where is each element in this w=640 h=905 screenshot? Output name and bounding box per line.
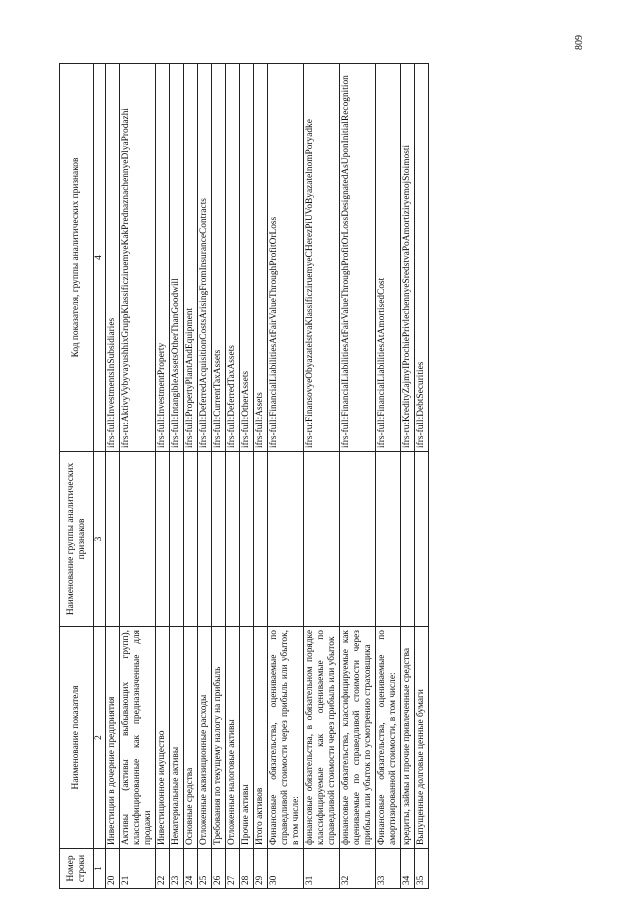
table-row: [170, 64, 184, 889]
table-row: [156, 64, 170, 889]
indicator-name: Прочие активы: [240, 627, 254, 849]
indicator-code: ifrs-full:OtherAssets: [240, 64, 254, 452]
group-name: [198, 452, 212, 627]
indicator-table: [59, 63, 429, 889]
row-number: 22: [156, 849, 170, 889]
group-name: [268, 452, 304, 627]
row-number: 25: [198, 849, 212, 889]
table-row: [226, 64, 240, 889]
indicator-code: ifrs-full:IntangibleAssetsOtherThanGoodwill: [170, 64, 184, 452]
row-number: 35: [415, 849, 429, 889]
indicator-code: ifrs-full:DebtSecurities: [415, 64, 429, 452]
header-row: [60, 64, 94, 889]
indicator-code: ifrs-full:FinancialLiabilitiesAtFairValueThroughProfitOrLossDesignatedAsUponInitialRecognition: [340, 64, 376, 452]
row-number: 27: [226, 849, 240, 889]
indicator-name: Инвестиции в дочерние предприятия: [106, 627, 120, 849]
table-row: [340, 64, 376, 889]
indicator-code: ifrs-full:DeferredAcquisitionCostsArisingFromInsuranceContracts: [198, 64, 212, 452]
group-name: [304, 452, 340, 627]
indicator-name: Активы (активы выбывающих групп), классифицированные как предназначенные для продажи: [120, 627, 156, 849]
header-indicator-name: Наименование показателя: [60, 627, 94, 849]
table-row: [240, 64, 254, 889]
group-name: [401, 452, 415, 627]
group-name: [170, 452, 184, 627]
table-body: [106, 64, 429, 889]
table-row: [254, 64, 268, 889]
table-row: [415, 64, 429, 889]
group-name: [340, 452, 376, 627]
rotated-table-wrapper: [59, 64, 562, 889]
group-name: [184, 452, 198, 627]
group-name: [156, 452, 170, 627]
group-name: [376, 452, 401, 627]
indicator-code: ifrs-full:PropertyPlantAndEquipment: [184, 64, 198, 452]
column-index: 4: [94, 64, 106, 452]
row-number: 24: [184, 849, 198, 889]
indicator-code: ifrs-full:FinancialLiabilitiesAtAmortisedCost: [376, 64, 401, 452]
indicator-code: ifrs-ru:KredityZajmyIProchiePrivlechennyeSredstvaPoAmortizirуemojStoimosti: [401, 64, 415, 452]
row-number: 33: [376, 849, 401, 889]
table-row: [106, 64, 120, 889]
indicator-code: ifrs-ru:FinansovyeObyazatelstvaKlassificziruemyeCHerezPiUVoByazatelnomPoryadke: [304, 64, 340, 452]
row-number: 30: [268, 849, 304, 889]
indicator-name: Финансовые обязательства, оцениваемые по амортизированной стоимости, в том числе:: [376, 627, 401, 849]
indicator-name: Итого активов: [254, 627, 268, 849]
indicator-name: Основные средства: [184, 627, 198, 849]
indicator-name: Выпущенные долговые ценные бумаги: [415, 627, 429, 849]
row-number: 20: [106, 849, 120, 889]
indicator-code: ifrs-ru:AktivyVybyvayushhixGruppKlassificziruemyeKakPrednaznachennyeDlyaProdazhi: [120, 64, 156, 452]
indicator-name: финансовые обязательства, в обязательном порядке классифицируемые как оцениваемые по справедливой стоимости через прибыль или убыток: [304, 627, 340, 849]
table-row: [184, 64, 198, 889]
group-name: [415, 452, 429, 627]
row-number: 23: [170, 849, 184, 889]
indicator-code: ifrs-full:FinancialLiabilitiesAtFairValueThroughProfitOrLoss: [268, 64, 304, 452]
row-number: 26: [212, 849, 226, 889]
table-row: [120, 64, 156, 889]
table-row: [376, 64, 401, 889]
indicator-code: ifrs-full:InvestmentsInSubsidiaries: [106, 64, 120, 452]
column-index-row: [94, 64, 106, 889]
table-row: [268, 64, 304, 889]
indicator-name: кредиты, займы и прочие привлеченные средства: [401, 627, 415, 849]
row-number: 34: [401, 849, 415, 889]
row-number: 31: [304, 849, 340, 889]
table-row: [304, 64, 340, 889]
row-number: 29: [254, 849, 268, 889]
indicator-code: ifrs-full:Assets: [254, 64, 268, 452]
column-index: 2: [94, 627, 106, 849]
indicator-code: ifrs-full:DeferredTaxAssets: [226, 64, 240, 452]
indicator-code: ifrs-full:InvestmentProperty: [156, 64, 170, 452]
table-row: [212, 64, 226, 889]
indicator-name: финансовые обязательства, классифицируемые как оцениваемые по справедливой стоимости через прибыль или убыток по усмотрению страховщика: [340, 627, 376, 849]
column-index: 1: [94, 849, 106, 889]
group-name: [226, 452, 240, 627]
column-index: 3: [94, 452, 106, 627]
header-row-number: Номер строки: [60, 849, 94, 889]
header-code: Код показателя, группы аналитических признаков: [60, 64, 94, 452]
row-number: 21: [120, 849, 156, 889]
indicator-name: Требования по текущему налогу на прибыль: [212, 627, 226, 849]
table-row: [198, 64, 212, 889]
header-group-name: Наименование группы аналитических признаков: [60, 452, 94, 627]
group-name: [120, 452, 156, 627]
row-number: 28: [240, 849, 254, 889]
indicator-name: Отложенные налоговые активы: [226, 627, 240, 849]
indicator-name: Нематериальные активы: [170, 627, 184, 849]
group-name: [240, 452, 254, 627]
indicator-code: ifrs-full:CurrentTaxAssets: [212, 64, 226, 452]
group-name: [106, 452, 120, 627]
group-name: [212, 452, 226, 627]
table-row: [401, 64, 415, 889]
indicator-name: Инвестиционное имущество: [156, 627, 170, 849]
page-number: 809: [574, 35, 585, 50]
indicator-name: Отложенные аквизиционные расходы: [198, 627, 212, 849]
indicator-name: Финансовые обязательства, оцениваемые по справедливой стоимости через прибыль или убыток, в том числе:: [268, 627, 304, 849]
row-number: 32: [340, 849, 376, 889]
group-name: [254, 452, 268, 627]
